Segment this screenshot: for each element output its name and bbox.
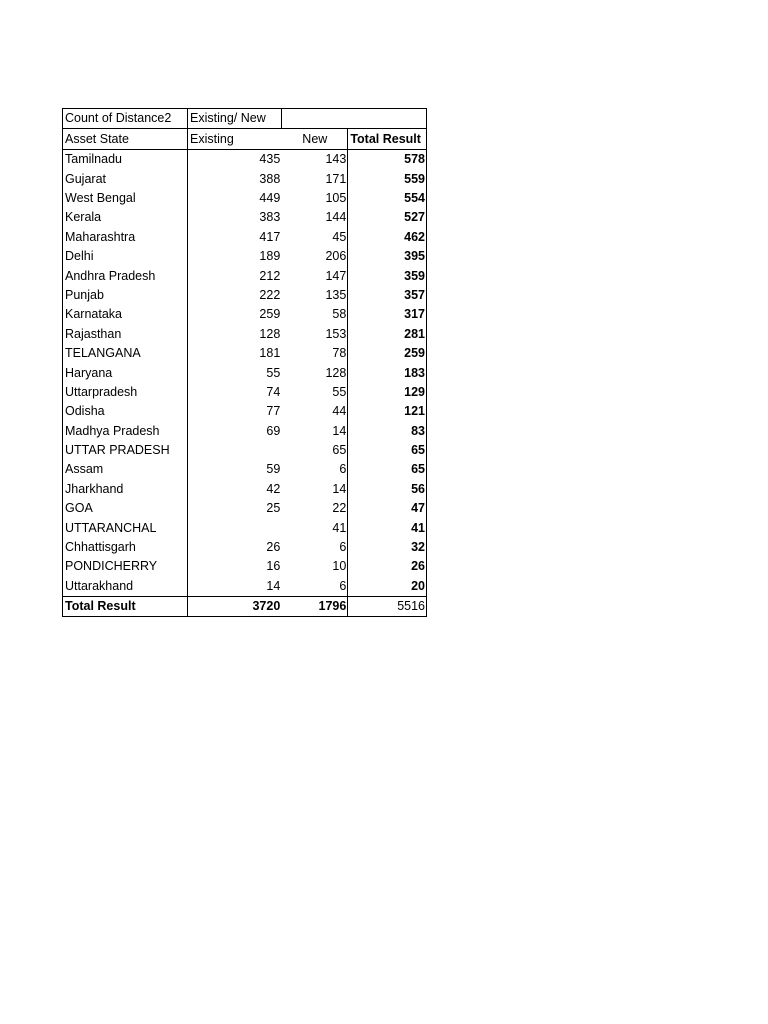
corner-label[interactable]: Count of Distance2	[63, 109, 188, 129]
row-state-label[interactable]: Madhya Pradesh	[63, 421, 188, 440]
cell-existing[interactable]: 59	[266, 462, 281, 477]
cell-existing[interactable]: 189	[259, 249, 281, 264]
cell-total[interactable]: 359	[348, 266, 427, 285]
cell-existing[interactable]: 212	[259, 268, 281, 283]
cell-new[interactable]: 45	[281, 227, 348, 246]
table-row	[63, 518, 427, 537]
cell-new[interactable]: 14	[281, 421, 348, 440]
cell-new[interactable]: 14	[281, 479, 348, 498]
cell-new[interactable]: 78	[281, 344, 348, 363]
cell-existing[interactable]: 259	[259, 307, 281, 322]
table-row	[63, 324, 427, 343]
row-state-label[interactable]: Tamilnadu	[63, 149, 188, 169]
cell-existing[interactable]: 26	[266, 540, 281, 555]
total-new[interactable]: 1796	[281, 596, 348, 616]
cell-new[interactable]: 55	[281, 382, 348, 401]
cell-new[interactable]: 128	[281, 363, 348, 382]
table-row	[63, 441, 427, 460]
cell-total[interactable]: 357	[348, 286, 427, 305]
cell-new[interactable]: 22	[281, 499, 348, 518]
table-row	[63, 169, 427, 188]
table-row	[63, 479, 427, 498]
cell-total[interactable]: 281	[348, 324, 427, 343]
cell-new[interactable]: 65	[281, 441, 348, 460]
total-row	[63, 596, 427, 616]
table-row	[63, 227, 427, 246]
cell-total[interactable]: 578	[348, 149, 427, 169]
column-header-total[interactable]: Total Result	[348, 129, 427, 149]
row-state-label[interactable]: UTTARANCHAL	[63, 518, 188, 537]
cell-total[interactable]: 83	[348, 421, 427, 440]
cell-existing[interactable]: 25	[266, 501, 281, 516]
cell-new[interactable]: 105	[281, 189, 348, 208]
cell-new[interactable]: 135	[281, 286, 348, 305]
row-state-label[interactable]: West Bengal	[63, 189, 188, 208]
row-field-label[interactable]: Asset State	[63, 129, 188, 149]
cell-total[interactable]: 527	[348, 208, 427, 227]
cell-new[interactable]: 144	[281, 208, 348, 227]
cell-existing[interactable]: 16	[266, 559, 281, 574]
row-state-label[interactable]: Andhra Pradesh	[63, 266, 188, 285]
row-state-label[interactable]: TELANGANA	[63, 344, 188, 363]
total-existing[interactable]: 3720	[188, 596, 282, 616]
pivot-table	[62, 108, 427, 617]
column-field-label[interactable]: Existing/ New	[188, 109, 282, 129]
cell-total[interactable]: 56	[348, 479, 427, 498]
cell-existing[interactable]: 181	[259, 346, 281, 361]
table-row	[63, 208, 427, 227]
row-state-label[interactable]: Karnataka	[63, 305, 188, 324]
cell-total[interactable]: 121	[348, 402, 427, 421]
cell-existing[interactable]	[188, 441, 282, 460]
cell-total[interactable]: 462	[348, 227, 427, 246]
table-row	[63, 286, 427, 305]
table-row	[63, 266, 427, 285]
cell-total[interactable]: 32	[348, 538, 427, 557]
cell-total[interactable]: 41	[348, 518, 427, 537]
cell-existing[interactable]: 388	[259, 171, 281, 186]
cell-existing[interactable]: 55	[266, 365, 281, 380]
cell-total[interactable]: 554	[348, 189, 427, 208]
table-row	[63, 538, 427, 557]
column-header-new[interactable]: New	[281, 129, 348, 149]
pivot-header-row-1	[63, 109, 427, 129]
row-state-label[interactable]: Odisha	[63, 402, 188, 421]
cell-new[interactable]: 41	[281, 518, 348, 537]
cell-total[interactable]: 47	[348, 499, 427, 518]
cell-total[interactable]: 26	[348, 557, 427, 576]
cell-existing[interactable]: 42	[266, 481, 281, 496]
table-row	[63, 382, 427, 401]
cell-total[interactable]: 317	[348, 305, 427, 324]
cell-existing[interactable]: 14	[266, 578, 281, 593]
cell-new[interactable]: 143	[281, 149, 348, 169]
row-state-label[interactable]: Punjab	[63, 286, 188, 305]
pivot-header-row-2	[63, 129, 427, 149]
row-state-label[interactable]: Kerala	[63, 208, 188, 227]
row-state-label[interactable]: Maharashtra	[63, 227, 188, 246]
grand-total[interactable]: 5516	[348, 596, 427, 616]
cell-existing[interactable]: 383	[259, 210, 281, 225]
cell-total[interactable]: 183	[348, 363, 427, 382]
cell-existing[interactable]: 417	[259, 229, 281, 244]
row-state-label[interactable]: GOA	[63, 499, 188, 518]
cell-existing[interactable]: 449	[259, 191, 281, 205]
row-state-label[interactable]: Haryana	[63, 363, 188, 382]
cell-existing[interactable]: 77	[266, 404, 281, 419]
table-row	[63, 576, 427, 596]
cell-new[interactable]: 6	[281, 460, 348, 479]
table-row	[63, 421, 427, 440]
cell-new[interactable]: 171	[281, 169, 348, 188]
column-header-existing[interactable]: Existing	[188, 129, 282, 149]
cell-total[interactable]: 65	[348, 441, 427, 460]
cell-total[interactable]: 65	[348, 460, 427, 479]
cell-new[interactable]: 6	[281, 576, 348, 596]
header-empty-cell	[348, 109, 427, 129]
cell-existing[interactable]: 128	[259, 326, 281, 341]
row-state-label[interactable]: Jharkhand	[63, 479, 188, 498]
cell-total[interactable]: 129	[348, 382, 427, 401]
row-state-label[interactable]: Delhi	[63, 247, 188, 266]
cell-total[interactable]: 20	[348, 576, 427, 596]
cell-existing[interactable]: 435	[259, 152, 281, 167]
column-field-filter[interactable]	[281, 109, 348, 129]
cell-total[interactable]: 559	[348, 169, 427, 188]
cell-existing[interactable]: 222	[259, 287, 281, 302]
cell-existing[interactable]	[188, 518, 282, 537]
cell-existing[interactable]: 74	[266, 384, 281, 399]
table-row	[63, 460, 427, 479]
cell-new[interactable]: 206	[281, 247, 348, 266]
row-state-label[interactable]: Uttarpradesh	[63, 382, 188, 401]
cell-new[interactable]: 147	[281, 266, 348, 285]
table-row	[63, 499, 427, 518]
cell-existing[interactable]: 69	[266, 423, 281, 438]
row-state-label[interactable]: Chhattisgarh	[63, 538, 188, 557]
row-state-label[interactable]: Rajasthan	[63, 324, 188, 343]
cell-total[interactable]: 395	[348, 247, 427, 266]
total-row-label[interactable]: Total Result	[63, 596, 188, 616]
cell-new[interactable]: 44	[281, 402, 348, 421]
row-state-label[interactable]: UTTAR PRADESH	[63, 441, 188, 460]
table-row	[63, 189, 427, 208]
cell-new[interactable]: 10	[281, 557, 348, 576]
table-row	[63, 247, 427, 266]
table-row	[63, 344, 427, 363]
row-state-label[interactable]: PONDICHERRY	[63, 557, 188, 576]
cell-new[interactable]: 58	[281, 305, 348, 324]
cell-new[interactable]: 6	[281, 538, 348, 557]
row-state-label[interactable]: Gujarat	[63, 169, 188, 188]
cell-new[interactable]: 153	[281, 324, 348, 343]
row-state-label[interactable]: Uttarakhand	[63, 576, 188, 596]
table-row	[63, 402, 427, 421]
cell-total[interactable]: 259	[348, 344, 427, 363]
table-row	[63, 363, 427, 382]
row-state-label[interactable]: Assam	[63, 460, 188, 479]
table-row	[63, 305, 427, 324]
table-row	[63, 557, 427, 576]
table-row	[63, 149, 427, 169]
